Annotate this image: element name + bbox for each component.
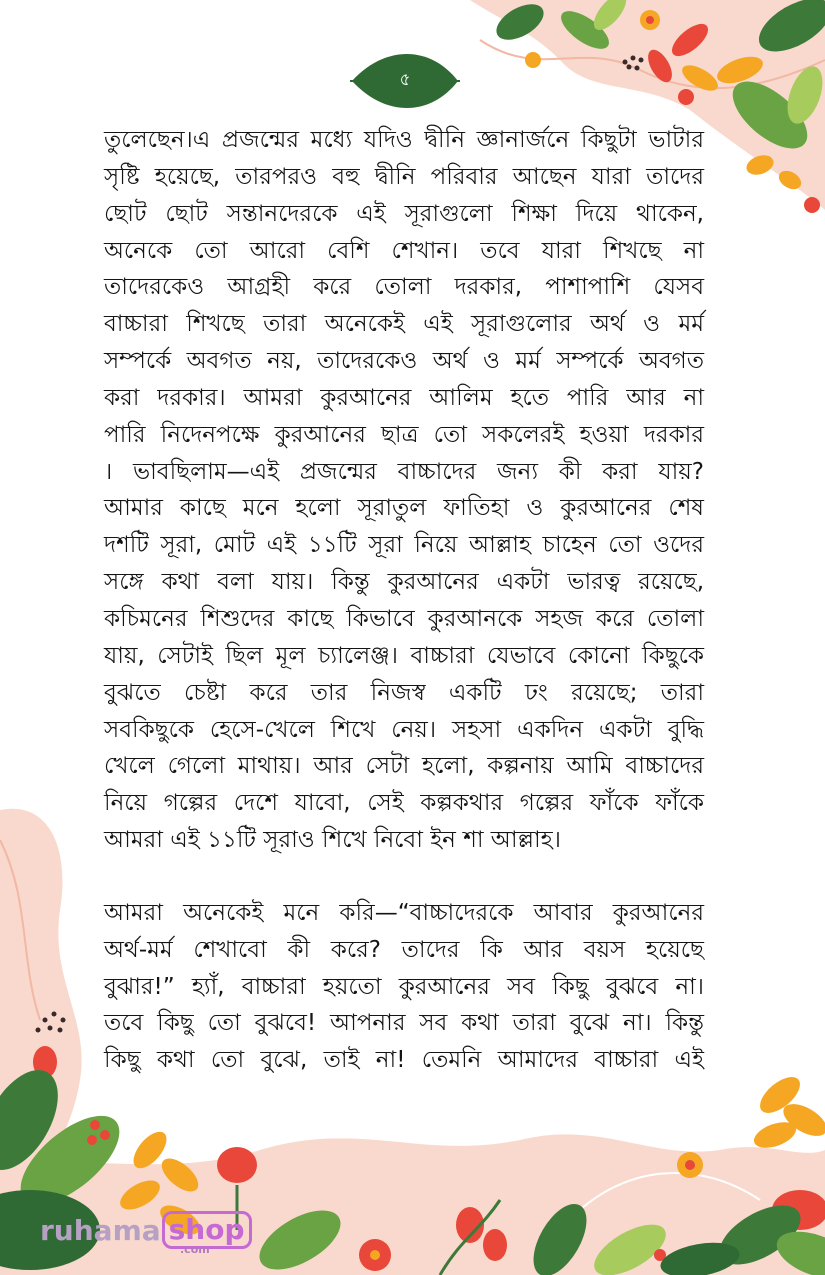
text-line: আমরা অনেকেই মনে করি—“বাচ্চাদেরকে আবার কুরআনের	[104, 899, 704, 926]
text-line: তবে কিছু তো বুঝবে! আপনার সব কথা তারা বুঝে না। কিন্তু	[104, 1010, 704, 1037]
text-line: বাচ্চারা শিখছে তারা অনেকেই এই সূরাগুলোর অর্থ ও মর্ম	[104, 311, 704, 338]
text-line: নিয়ে গল্পের দেশে যাবো, সেই কল্পকথার গল্পের ফাঁকে ফাঁকে	[104, 790, 704, 817]
text-line: তাদেরকেও আগ্রহী করে তোলা দরকার, পাশাপাশি যেসব	[104, 274, 704, 301]
text-line: । ভাবছিলাম—এই প্রজন্মের বাচ্চাদের জন্য কী করা যায়?	[104, 458, 704, 485]
paragraph-1	[104, 122, 704, 859]
text-line: বুঝতে চেষ্টা করে তার নিজস্ব একটি ঢং রয়েছে; তারা	[104, 679, 704, 706]
text-line: যায়, সেটাই ছিল মূল চ্যালেঞ্জ। বাচ্চারা যেভাবে কোনো কিছুকে	[104, 642, 704, 669]
watermark-suffix: .com	[180, 1243, 210, 1256]
text-line: খেলে গেলো মাথায়। আর সেটা হলো, কল্পনায় আমি বাচ্চাদের	[104, 753, 704, 780]
text-line: ছোট ছোট সন্তানদেরকে এই সূরাগুলো শিক্ষা দিয়ে থাকেন,	[104, 200, 704, 227]
text-line: সঙ্গে কথা বলা যায়। কিন্তু কুরআনের একটা ভারত্ব রয়েছে,	[104, 569, 704, 596]
text-line: বুঝার!” হ্যাঁ, বাচ্চারা হয়তো কুরআনের সব কিছু বুঝবে না।	[104, 973, 704, 1000]
watermark-left: ruhama	[40, 1213, 161, 1247]
ruhamashop-logo	[40, 1205, 252, 1255]
text-line: পারি নিদেনপক্ষে কুরআনের ছাত্র তো সকলেরই হওয়া দরকার	[104, 421, 704, 448]
text-line: আমরা এই ১১টি সূরাও শিখে নিবো ইন শা আল্লাহ।	[104, 827, 561, 854]
text-line: তুলেছেন।এ প্রজন্মের মধ্যে যদিও দ্বীনি জ্ঞানার্জনে কিছুটা ভাটার	[104, 127, 704, 153]
text-line: কচিমনের শিশুদের কাছে কিভাবে কুরআনকে সহজ করে তোলা	[104, 605, 704, 632]
text-line: অনেকে তো আরো বেশি শেখান। তবে যারা শিখছে না	[104, 237, 704, 264]
body-text	[104, 122, 704, 1079]
text-line: সৃষ্টি হয়েছে, তারপরও বহু দ্বীনি পরিবার আছেন যারা তাদের	[104, 163, 704, 190]
page-number: ৫	[399, 70, 411, 90]
text-line: কিছু কথা তো বুঝে, তাই না! তেমনি আমাদের বাচ্চারা এই	[104, 1047, 704, 1074]
paragraph-2	[104, 895, 704, 1079]
text-line: দশটি সূরা, মোট এই ১১টি সূরা নিয়ে আল্লাহ চাহেন তো ওদের	[104, 532, 704, 559]
text-line: সবকিছুকে হেসে-খেলে শিখে নেয়। সহসা একদিন একটা বুদ্ধি	[104, 716, 704, 743]
text-line: আমার কাছে মনে হলো সূরাতুল ফাতিহা ও কুরআনের শেষ	[104, 495, 704, 522]
text-line: করা দরকার। আমরা কুরআনের আলিম হতে পারি আর না	[104, 384, 704, 411]
watermark-right: shop	[162, 1211, 252, 1249]
text-line: অর্থ-মর্ম শেখাবো কী করে? তাদের কি আর বয়স হয়েছে	[104, 936, 704, 963]
text-line: সম্পর্কে অবগত নয়, তাদেরকেও অর্থ ও মর্ম সম্পর্কে অবগত	[104, 348, 704, 375]
